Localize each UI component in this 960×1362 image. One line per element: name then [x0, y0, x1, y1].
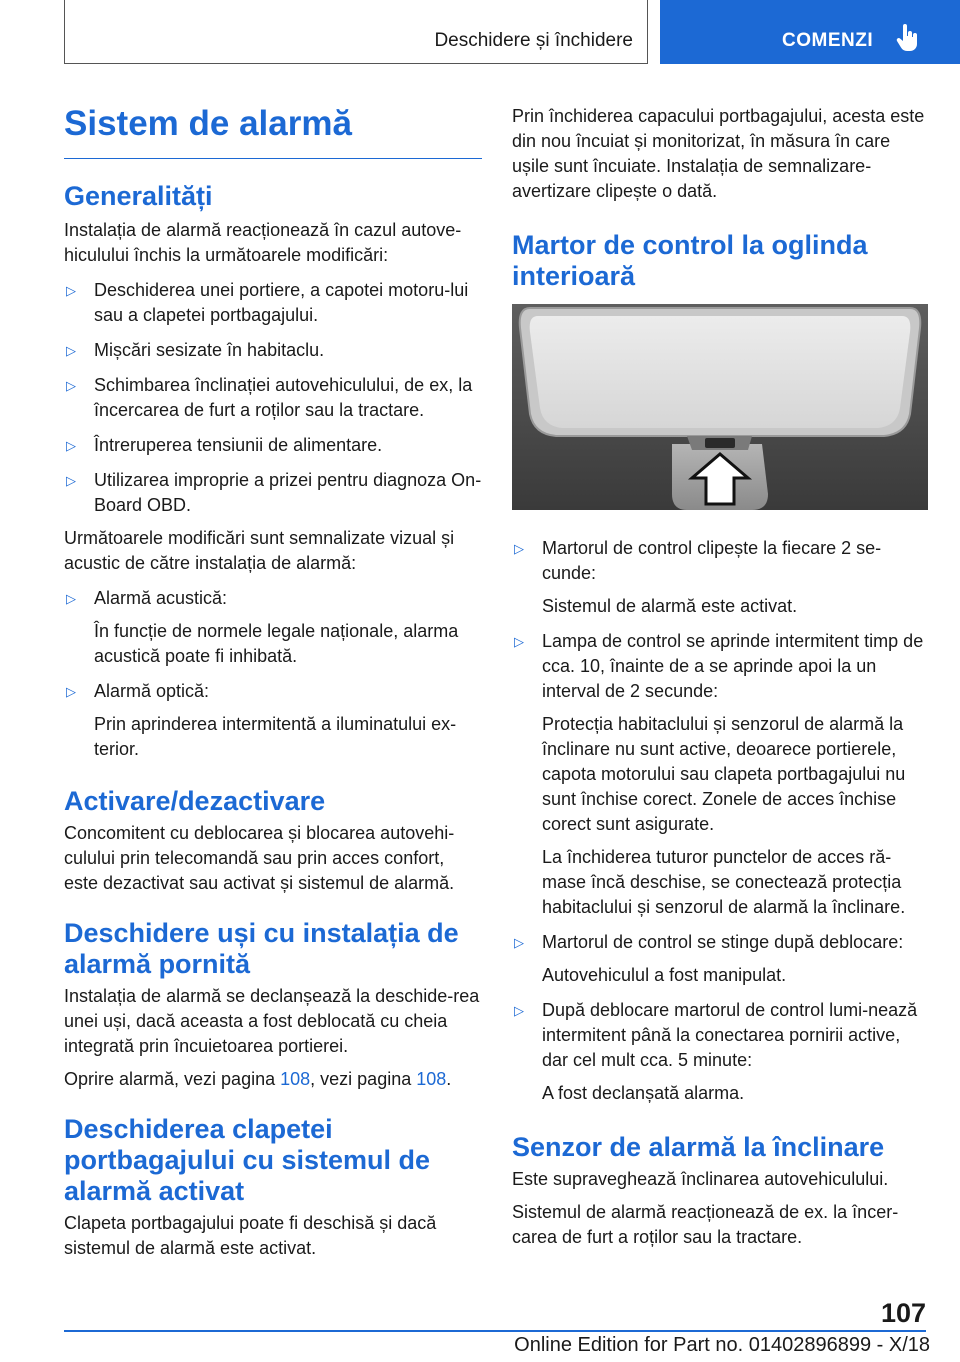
- triangle-bullet-icon: ▷: [66, 343, 76, 358]
- hand-pointer-icon: [896, 24, 920, 52]
- chapter-tab[interactable]: [660, 0, 960, 64]
- section-title: Deschidere și închidere: [434, 30, 633, 51]
- left-column: [64, 96, 482, 1261]
- chapter-label: COMENZI: [782, 30, 874, 51]
- heading-generalitati: Generalități: [64, 181, 213, 211]
- page-link[interactable]: 108: [280, 1069, 311, 1089]
- triangle-bullet-icon: ▷: [514, 1003, 524, 1018]
- list-item: ▷ Mișcări sesizate în habitaclu.: [64, 338, 482, 363]
- page-number: 107: [880, 1298, 926, 1328]
- clapeta-continuation: Prin închiderea capacului portbagajului, acesta este din nou încuiat și monitorizat, în măsura în care ușile sunt încuiate. Instalația de semnalizare-avertizare clipește o dată.: [512, 106, 925, 201]
- clapeta-text: Clapeta portbagajului poate fi deschisă și dacă sistemul de alarmă este activat.: [64, 1213, 437, 1258]
- heading-usi: Deschidere uși cu instalația de alarmă pornită: [64, 918, 459, 979]
- activare-text: Concomitent cu deblocarea și blocarea autovehi‐culului prin telecomandă sau prin acces confort, este dezactivat sau activat și sistemul de alarmă.: [64, 823, 455, 893]
- right-column: [512, 104, 928, 292]
- list-item: ▷ Alarmă acustică: În funcție de normele legale naționale, alarma acustică poate fi inhibată.: [66, 588, 459, 666]
- senzor-text-2: Sistemul de alarmă reacționează de ex. la încer‐carea de furt a roților sau la tractare.: [512, 1202, 899, 1247]
- triangle-bullet-icon: ▷: [66, 473, 76, 488]
- triangle-bullet-icon: ▷: [514, 634, 524, 649]
- list-item: ▷ Alarmă optică: Prin aprinderea intermitentă a iluminatului ex‐terior.: [66, 681, 457, 759]
- triangle-bullet-icon: ▷: [66, 378, 76, 393]
- usi-reference: Oprire alarmă, vezi pagina 108, vezi pagina 108.: [64, 1069, 452, 1089]
- triangle-bullet-icon: ▷: [66, 438, 76, 453]
- triangle-bullet-icon: ▷: [514, 935, 524, 950]
- list-item: ▷ Deschiderea unei portiere, a capotei motoru‐lui sau a clapetei portbagajului.: [66, 280, 469, 325]
- triangle-bullet-icon: ▷: [66, 684, 76, 699]
- heading-senzor: Senzor de alarmă la înclinare: [512, 1132, 885, 1162]
- martor-list-block: [512, 536, 928, 1250]
- footer-edition: Online Edition for Part no. 01402896899 - X/18: [514, 1334, 930, 1356]
- rearview-mirror-illustration: [512, 304, 928, 510]
- signal-intro: Următoarele modificări sunt semnalizate vizual și acustic de către instalația de alarmă:: [64, 528, 455, 573]
- heading-clapeta: Deschiderea clapetei portbagajului cu sistemul de alarmă activat: [64, 1114, 431, 1206]
- signals-list: [64, 586, 482, 762]
- list-item: ▷ Martorul de control se stinge după deblocare: Autovehiculul a fost manipulat.: [514, 932, 904, 985]
- triangle-bullet-icon: ▷: [66, 591, 76, 606]
- list-item: ▷ Utilizarea improprie a prizei pentru diagnoza On-Board OBD.: [66, 470, 482, 515]
- modifications-list: [64, 278, 482, 518]
- heading-activare: Activare/dezactivare: [64, 786, 326, 816]
- heading-martor: Martor de control la oglinda interioară: [512, 230, 868, 291]
- list-item: ▷ Schimbarea înclinației autovehiculului, de ex, la încercarea de furt a roților sau la tractare.: [66, 375, 473, 420]
- footer-divider: [64, 1330, 926, 1332]
- list-item: ▷ Martorul de control clipește la fiecare 2 se‐cunde: Sistemul de alarmă este activat.: [514, 538, 882, 616]
- martor-list: [512, 536, 928, 1106]
- usi-text: Instalația de alarmă se declanșează la deschide‐rea unei uși, dacă aceasta a fost deblocată cu cheia integrată prin încuietoarea portierei.: [64, 986, 480, 1056]
- generalitati-intro: Instalația de alarmă reacționează în cazul autove‐hiculului închis la următoarele modificări:: [64, 220, 462, 265]
- senzor-text-1: Este supraveghează înclinarea autovehiculului.: [512, 1169, 889, 1189]
- list-item: ▷ Întreruperea tensiunii de alimentare.: [64, 433, 482, 458]
- page-title: Sistem de alarmă: [64, 96, 482, 159]
- list-item: ▷ După deblocare martorul de control lumi‐nează intermitent până la conectarea pornirii active, dar cel mult cca. 5 minute: A fost declanșată alarma.: [514, 1000, 918, 1103]
- list-item: ▷ Lampa de control se aprinde intermitent timp de cca. 10, înainte de a se aprinde apoi la un interval de 2 secunde: Protecția habitaclului și senzorul de alarmă la înclinare nu sunt active, deoarece portierele, capota motorului sau clapeta portbagajului nu sunt închise corect. Zonele de acces închise corect sunt asigurate. La închiderea tuturor punctelor de acces ră‐mase încă deschise, se conectează protecția habitaclului și senzorul de alarmă la înclinare.: [514, 631, 924, 917]
- triangle-bullet-icon: ▷: [66, 283, 76, 298]
- section-header: [64, 0, 648, 64]
- page-link[interactable]: 108: [416, 1069, 447, 1089]
- triangle-bullet-icon: ▷: [514, 541, 524, 556]
